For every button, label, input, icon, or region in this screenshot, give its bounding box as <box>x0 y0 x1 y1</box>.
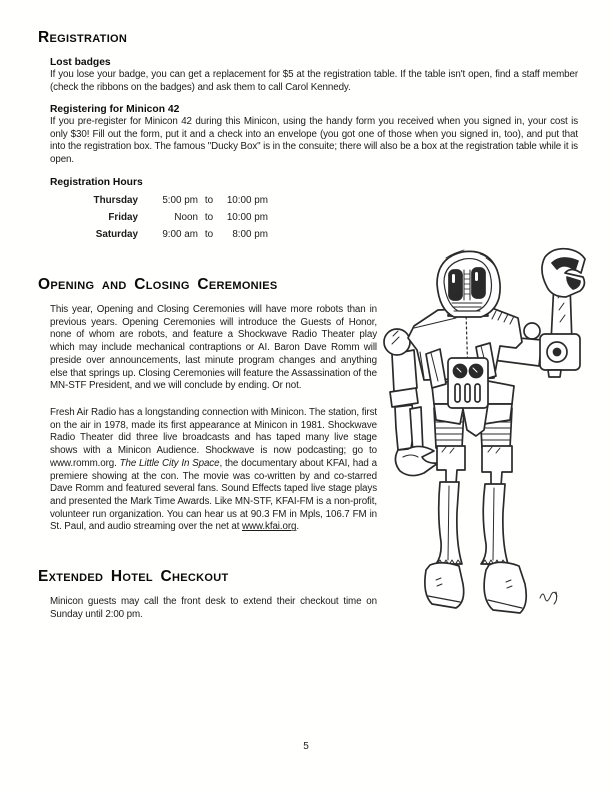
robot-line-drawing-icon <box>380 246 606 618</box>
registration-heading: Registration <box>38 29 128 46</box>
robot-illustration <box>380 246 606 618</box>
hours-end-time: 8:00 pm <box>232 229 268 240</box>
registration-hours-table <box>50 192 268 243</box>
lost-badges-text: If you lose your badge, you can get a replacement for $5 at the registration table. If the table isn't open, find a staff member (check the ribbons on the badges) and ask them to call Carol Kennedy. <box>50 69 578 93</box>
text-run: . <box>296 521 299 533</box>
registration-hours-section <box>50 177 268 243</box>
hours-start-time: 5:00 pm <box>162 195 198 206</box>
ceremonies-text-2 <box>50 407 377 534</box>
registering-subheading: Registering for Minicon 42 <box>50 104 180 115</box>
hours-end-time: 10:00 pm <box>226 212 268 223</box>
kfai-url-link[interactable]: www.kfai.org <box>242 521 297 533</box>
page-number: 5 <box>303 741 309 752</box>
ceremonies-paragraph-2 <box>50 407 377 534</box>
hours-day: Saturday <box>95 229 138 240</box>
text-run: , the documentary about KFAI, had a premiere showing at the con. The movie was co-written by and co-starred Dave Romm and featured several fans. Sound Effects taped live stage plays and presented the Mark Time Awards. Like MN-STF, KFAI-FM is a non-profit, volunteer run organization. You can hear us at 90.3 FM in Mpls, 106.7 FM in St. Paul, and audio streaming over the net at <box>50 457 377 533</box>
ceremonies-heading: Opening and Closing Ceremonies <box>38 276 278 293</box>
hotel-checkout-text: Minicon guests may call the front desk to extend their checkout time on Sunday until 2:00 pm. <box>50 596 377 620</box>
hours-day: Thursday <box>93 195 138 206</box>
registering-section <box>50 104 578 167</box>
hotel-checkout-section <box>50 596 377 621</box>
hours-end-time: 10:00 pm <box>226 195 268 206</box>
lost-badges-section <box>50 57 578 94</box>
lost-badges-subheading: Lost badges <box>50 57 111 68</box>
text-run: Fresh Air Radio has a longstanding connection with Minicon. The station, first on the air in 1978, made its first appearance at Minicon in 1981. Shockwave Radio Theater did three live broadcasts and has taped many live stage shows with a Minicon Audience. Shockwave is now podcasting; go to www.romm.org. <box>50 407 377 469</box>
hotel-checkout-heading: Extended Hotel Checkout <box>38 568 229 585</box>
hours-start-time: Noon <box>174 212 198 223</box>
registration-hours-subheading: Registration Hours <box>50 177 143 188</box>
hours-separator: to <box>204 229 214 240</box>
ceremonies-paragraph-1 <box>50 304 377 393</box>
text-run: The Little City In Space <box>119 457 220 469</box>
hours-start-time: 9:00 am <box>162 229 198 240</box>
hours-day: Friday <box>108 212 138 223</box>
registering-text: If you pre-register for Minicon 42 during this Minicon, using the handy form you received when you signed in, your cost is only $30! Fill out the form, put it and a check into an envelope (you got one of those when you signed in, too), and put that into the registration box. The famous "Ducky Box" is in the consuite; there will also be a box at the registration table while it is open. <box>50 116 578 166</box>
hours-separator: to <box>204 195 214 206</box>
hours-separator: to <box>204 212 214 223</box>
ceremonies-text-1: This year, Opening and Closing Ceremonies will have more robots than in previous years. Opening Ceremonies will introduce the Guests of Honor, none of whom are robots, and feature a Shockwave Radio Theater play which may include mechanical contraptions or AI. Baron Dave Romm will preside over announcements, last minute program changes and anything else that springs up. Closing Ceremonies will feature the Assassination of the MN-STF President, and we will conclude by ending. Or not. <box>50 304 377 392</box>
